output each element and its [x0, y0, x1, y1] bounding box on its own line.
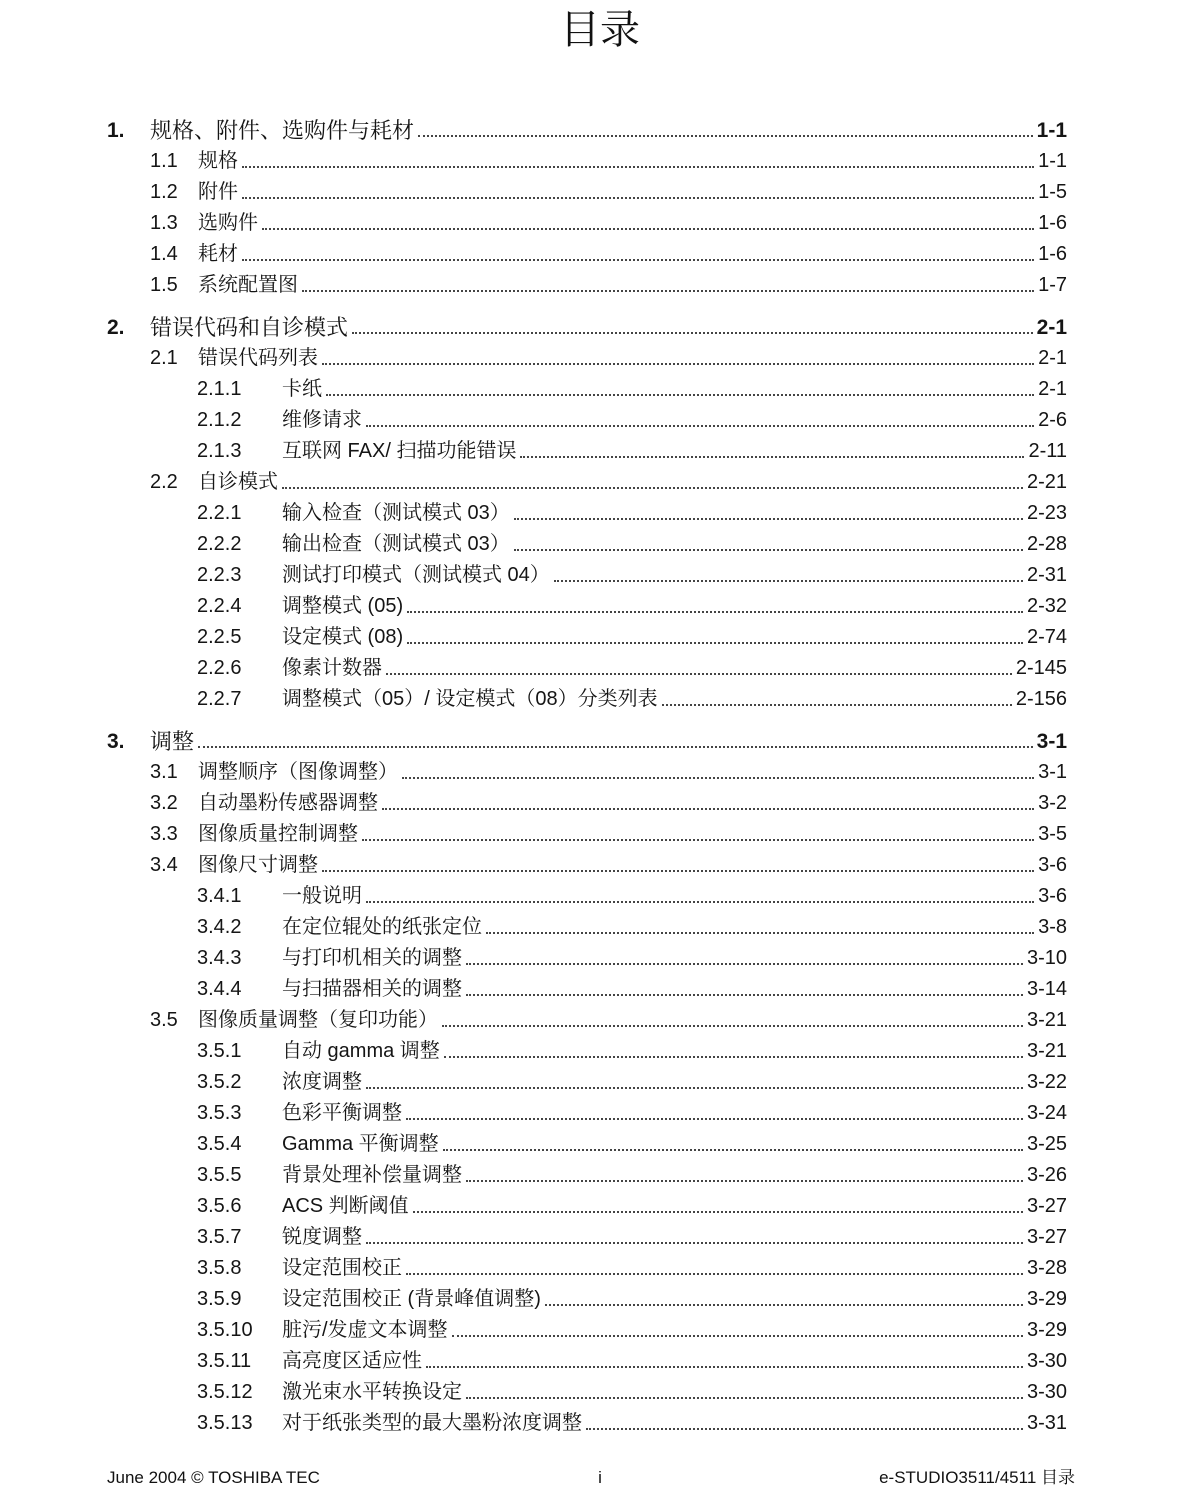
toc-entry-title: 与打印机相关的调整	[282, 947, 462, 969]
toc-entry-page: 3-24	[1026, 1102, 1067, 1124]
toc-entry-number: 3.5.1	[197, 1040, 242, 1062]
dot-leader	[406, 1253, 1023, 1284]
toc-entry-title: 测试打印模式（测试模式 04）	[282, 564, 550, 586]
toc-entry-page: 3-8	[1038, 916, 1067, 938]
dot-leader	[242, 146, 1034, 177]
toc-entry[interactable]	[197, 912, 1067, 943]
toc-entry[interactable]	[197, 1036, 1067, 1067]
toc-entry-number: 3.5.10	[197, 1319, 253, 1341]
toc-entry-number: 1.4	[150, 243, 178, 265]
dot-leader	[322, 850, 1034, 881]
dot-leader	[466, 1160, 1023, 1191]
toc-entry[interactable]	[150, 208, 1067, 239]
toc-entry-number: 3.5.7	[197, 1226, 242, 1248]
dot-leader	[366, 881, 1034, 912]
dot-leader	[322, 343, 1034, 374]
toc-entry-number: 3.5	[150, 1009, 178, 1031]
toc-entry-page: 1-6	[1038, 212, 1067, 234]
toc-entry-title: 输出检查（测试模式 03）	[282, 533, 510, 555]
toc-entry[interactable]	[150, 788, 1067, 819]
toc-entry[interactable]	[197, 498, 1067, 529]
toc-entry[interactable]	[197, 529, 1067, 560]
toc-entry-title: 激光束水平转换设定	[282, 1381, 462, 1403]
toc-entry[interactable]	[197, 1346, 1067, 1377]
dot-leader	[362, 819, 1034, 850]
toc-entry[interactable]	[197, 405, 1067, 436]
toc-entry-title: 调整模式 (05)	[282, 595, 404, 617]
toc-entry[interactable]	[197, 1315, 1067, 1346]
toc-entry-page: 2-156	[1015, 688, 1067, 710]
toc-entry-number: 1.	[107, 119, 125, 142]
toc-entry-page: 2-1	[1038, 378, 1067, 400]
toc-entry-page: 3-5	[1038, 823, 1067, 845]
toc-entry-number: 3.5.2	[197, 1071, 242, 1093]
dot-leader	[466, 1377, 1023, 1408]
toc-entry[interactable]	[197, 1408, 1067, 1439]
toc-entry-number: 2.1.3	[197, 440, 242, 462]
toc-entry-title: 像素计数器	[282, 657, 382, 679]
toc-entry-page: 3-2	[1038, 792, 1067, 814]
toc-entry-page: 3-6	[1038, 885, 1067, 907]
toc-entry-page: 3-28	[1026, 1257, 1067, 1279]
toc-entry-page: 2-6	[1038, 409, 1067, 431]
toc-entry-page: 3-21	[1026, 1009, 1067, 1031]
dot-leader	[242, 177, 1034, 208]
dot-leader	[545, 1284, 1023, 1315]
toc-entry-number: 3.5.9	[197, 1288, 242, 1310]
toc-entry-number: 2.1.1	[197, 378, 242, 400]
toc-entry-number: 3.5.5	[197, 1164, 242, 1186]
toc-entry[interactable]	[197, 1160, 1067, 1191]
toc-entry-page: 3-30	[1026, 1350, 1067, 1372]
toc-entry-title: 设定范围校正	[282, 1257, 402, 1279]
dot-leader	[262, 208, 1034, 239]
dot-leader	[554, 560, 1023, 591]
footer-date-copyright: June 2004 © TOSHIBA TEC	[107, 1468, 320, 1487]
dot-leader	[382, 788, 1034, 819]
toc-entry-page: 1-6	[1038, 243, 1067, 265]
toc-entry-title: 一般说明	[282, 885, 362, 907]
dot-leader	[413, 1191, 1023, 1222]
toc-entry-number: 3.4	[150, 854, 178, 876]
toc-entry-page: 2-74	[1026, 626, 1067, 648]
toc-entry[interactable]	[197, 560, 1067, 591]
toc-entry-title: 规格	[198, 150, 238, 172]
toc-entry-title: 卡纸	[282, 378, 322, 400]
toc-entry-number: 3.5.8	[197, 1257, 242, 1279]
page-title: 目录	[560, 7, 640, 53]
toc-entry-number: 3.5.6	[197, 1195, 242, 1217]
toc-entry[interactable]	[197, 974, 1067, 1005]
toc-entry-page: 3-1	[1038, 761, 1067, 783]
dot-leader	[407, 622, 1023, 653]
toc-entry-page: 2-145	[1015, 657, 1067, 679]
toc-entry[interactable]	[150, 343, 1067, 374]
dot-leader	[442, 1005, 1023, 1036]
toc-entry-title: 输入检查（测试模式 03）	[282, 502, 510, 524]
toc-entry-number: 3.	[107, 730, 125, 753]
toc-entry-number: 2.	[107, 316, 125, 339]
toc-entry-page: 2-1	[1038, 347, 1067, 369]
toc-entry[interactable]	[197, 943, 1067, 974]
toc-entry-number: 2.2.4	[197, 595, 242, 617]
dot-leader	[426, 1346, 1023, 1377]
dot-leader	[586, 1408, 1023, 1439]
toc-entry-number: 2.2.3	[197, 564, 242, 586]
dot-leader	[418, 115, 1033, 146]
dot-leader	[514, 529, 1023, 560]
toc-entry-title: 调整模式（05）/ 设定模式（08）分类列表	[282, 688, 658, 710]
toc-entry[interactable]	[150, 819, 1067, 850]
toc-entry-number: 2.1	[150, 347, 178, 369]
dot-leader	[466, 974, 1023, 1005]
toc-entry-title: Gamma 平衡调整	[282, 1133, 439, 1155]
toc-entry-number: 3.5.13	[197, 1412, 253, 1434]
toc-entry[interactable]	[197, 374, 1067, 405]
toc-entry-title: 高亮度区适应性	[282, 1350, 422, 1372]
toc-entry-title: 选购件	[198, 212, 258, 234]
toc-entry-title: 浓度调整	[282, 1071, 362, 1093]
toc-entry-number: 3.4.3	[197, 947, 242, 969]
toc-entry[interactable]	[197, 1067, 1067, 1098]
toc-entry-page: 3-21	[1026, 1040, 1067, 1062]
toc-entry[interactable]	[197, 684, 1067, 715]
toc-entry-title: 图像质量调整（复印功能）	[198, 1009, 438, 1031]
toc-entry-title: 调整	[150, 729, 195, 754]
toc-entry[interactable]	[150, 467, 1067, 498]
toc-entry[interactable]	[197, 622, 1067, 653]
toc-entry-title: 调整顺序（图像调整）	[198, 761, 398, 783]
toc-entry[interactable]	[197, 1098, 1067, 1129]
toc-entry-title: 规格、附件、选购件与耗材	[150, 118, 415, 143]
toc-entry-number: 2.2.5	[197, 626, 242, 648]
toc-entry-page: 3-29	[1026, 1319, 1067, 1341]
toc-entry-page: 3-30	[1026, 1381, 1067, 1403]
toc-entry[interactable]	[197, 1253, 1067, 1284]
toc-entry-number: 2.1.2	[197, 409, 242, 431]
toc-entry-title: 图像质量控制调整	[198, 823, 358, 845]
toc-entry-number: 2.2.2	[197, 533, 242, 555]
toc-entry-number: 3.5.4	[197, 1133, 242, 1155]
toc-entry[interactable]	[150, 757, 1067, 788]
toc-entry-title: 自动 gamma 调整	[282, 1040, 440, 1062]
toc-entry-page: 1-5	[1038, 181, 1067, 203]
toc-entry-title: 自诊模式	[198, 471, 278, 493]
dot-leader	[443, 1129, 1023, 1160]
toc-entry-title: 系统配置图	[198, 274, 298, 296]
dot-leader	[466, 943, 1023, 974]
toc-entry-page: 3-27	[1026, 1195, 1067, 1217]
toc-entry-page: 2-1	[1036, 316, 1067, 339]
footer-document-title: e-STUDIO3511/4511 目录	[879, 1468, 1075, 1487]
toc-entry-title: ACS 判断阈值	[282, 1195, 409, 1217]
toc-entry[interactable]	[197, 436, 1067, 467]
toc-entry-number: 2.2.6	[197, 657, 242, 679]
toc-entry[interactable]	[150, 1005, 1067, 1036]
toc-entry[interactable]	[197, 591, 1067, 622]
toc-entry[interactable]	[150, 146, 1067, 177]
toc-entry-page: 3-10	[1026, 947, 1067, 969]
toc-entry-number: 3.4.4	[197, 978, 242, 1000]
dot-leader	[282, 467, 1023, 498]
toc-entry-title: 附件	[198, 181, 238, 203]
dot-leader	[407, 591, 1023, 622]
dot-leader	[520, 436, 1024, 467]
toc-entry[interactable]	[197, 1284, 1067, 1315]
toc-entry[interactable]	[150, 239, 1067, 270]
toc-entry-page: 2-32	[1026, 595, 1067, 617]
dot-leader	[198, 726, 1033, 757]
toc-entry[interactable]	[107, 312, 1067, 343]
dot-leader	[352, 312, 1033, 343]
toc-entry-title: 错误代码列表	[198, 347, 318, 369]
toc-entry-number: 3.3	[150, 823, 178, 845]
dot-leader	[326, 374, 1034, 405]
toc-entry-number: 3.4.2	[197, 916, 242, 938]
dot-leader	[366, 1222, 1023, 1253]
toc-entry-page: 3-29	[1026, 1288, 1067, 1310]
toc-entry-page: 3-1	[1036, 730, 1067, 753]
toc-entry-title: 在定位辊处的纸张定位	[282, 916, 482, 938]
toc-entry-title: 色彩平衡调整	[282, 1102, 402, 1124]
toc-entry[interactable]	[150, 850, 1067, 881]
footer-page-number: i	[598, 1468, 602, 1487]
toc-entry-page: 2-23	[1026, 502, 1067, 524]
toc-entry-number: 3.5.12	[197, 1381, 253, 1403]
toc-entry-title: 锐度调整	[282, 1226, 362, 1248]
toc-entry-page: 2-28	[1026, 533, 1067, 555]
toc-entry-page: 3-25	[1026, 1133, 1067, 1155]
toc-entry[interactable]	[197, 1191, 1067, 1222]
toc-entry-title: 耗材	[198, 243, 238, 265]
toc-entry-page: 3-14	[1026, 978, 1067, 1000]
toc-entry-title: 设定范围校正 (背景峰值调整)	[282, 1288, 541, 1310]
toc-entry-page: 3-26	[1026, 1164, 1067, 1186]
dot-leader	[386, 653, 1012, 684]
toc-entry-title: 背景处理补偿量调整	[282, 1164, 462, 1186]
toc-entry[interactable]	[197, 653, 1067, 684]
toc-entry-number: 2.2.7	[197, 688, 242, 710]
toc-entry[interactable]	[197, 1222, 1067, 1253]
dot-leader	[366, 405, 1034, 436]
toc-entry-page: 1-1	[1038, 150, 1067, 172]
toc-entry[interactable]	[107, 115, 1067, 146]
toc-entry-number: 2.2	[150, 471, 178, 493]
toc-entry-number: 1.3	[150, 212, 178, 234]
dot-leader	[406, 1098, 1023, 1129]
toc-entry-title: 错误代码和自诊模式	[150, 315, 349, 340]
toc-entry-number: 3.4.1	[197, 885, 242, 907]
toc-entry-title: 脏污/发虚文本调整	[282, 1319, 448, 1341]
toc-entry[interactable]	[107, 726, 1067, 757]
toc-entry-page: 2-21	[1026, 471, 1067, 493]
toc-entry-number: 1.1	[150, 150, 178, 172]
toc-entry-title: 设定模式 (08)	[282, 626, 404, 648]
toc-entry[interactable]	[197, 881, 1067, 912]
toc-entry-number: 3.5.3	[197, 1102, 242, 1124]
dot-leader	[242, 239, 1034, 270]
toc-entry-number: 3.5.11	[197, 1350, 252, 1372]
toc-entry-title: 维修请求	[282, 409, 362, 431]
toc-entry-title: 对于纸张类型的最大墨粉浓度调整	[282, 1412, 582, 1434]
toc-entry-page: 3-22	[1026, 1071, 1067, 1093]
dot-leader	[486, 912, 1034, 943]
toc-entry-number: 3.2	[150, 792, 178, 814]
toc-entry-title: 与扫描器相关的调整	[282, 978, 462, 1000]
toc-entry-number: 3.1	[150, 761, 178, 783]
dot-leader	[444, 1036, 1023, 1067]
dot-leader	[452, 1315, 1023, 1346]
toc-entry-title: 互联网 FAX/ 扫描功能错误	[282, 440, 517, 462]
dot-leader	[366, 1067, 1023, 1098]
toc-entry-page: 3-27	[1026, 1226, 1067, 1248]
dot-leader	[302, 270, 1034, 301]
toc-entry-title: 图像尺寸调整	[198, 854, 318, 876]
toc-entry-number: 1.5	[150, 274, 178, 296]
toc-entry[interactable]	[150, 177, 1067, 208]
toc-entry-page: 1-1	[1036, 119, 1067, 142]
toc-entry-number: 2.2.1	[197, 502, 242, 524]
toc-entry[interactable]	[197, 1377, 1067, 1408]
dot-leader	[514, 498, 1023, 529]
toc-entry-page: 3-31	[1026, 1412, 1067, 1434]
dot-leader	[662, 684, 1012, 715]
toc-entry-number: 1.2	[150, 181, 178, 203]
toc-entry-page: 1-7	[1038, 274, 1067, 296]
toc-entry-title: 自动墨粉传感器调整	[198, 792, 378, 814]
toc-entry-page: 3-6	[1038, 854, 1067, 876]
toc-entry-page: 2-31	[1026, 564, 1067, 586]
toc-entry[interactable]	[150, 270, 1067, 301]
toc-entry-page: 2-11	[1028, 440, 1067, 462]
dot-leader	[402, 757, 1034, 788]
toc-entry[interactable]	[197, 1129, 1067, 1160]
